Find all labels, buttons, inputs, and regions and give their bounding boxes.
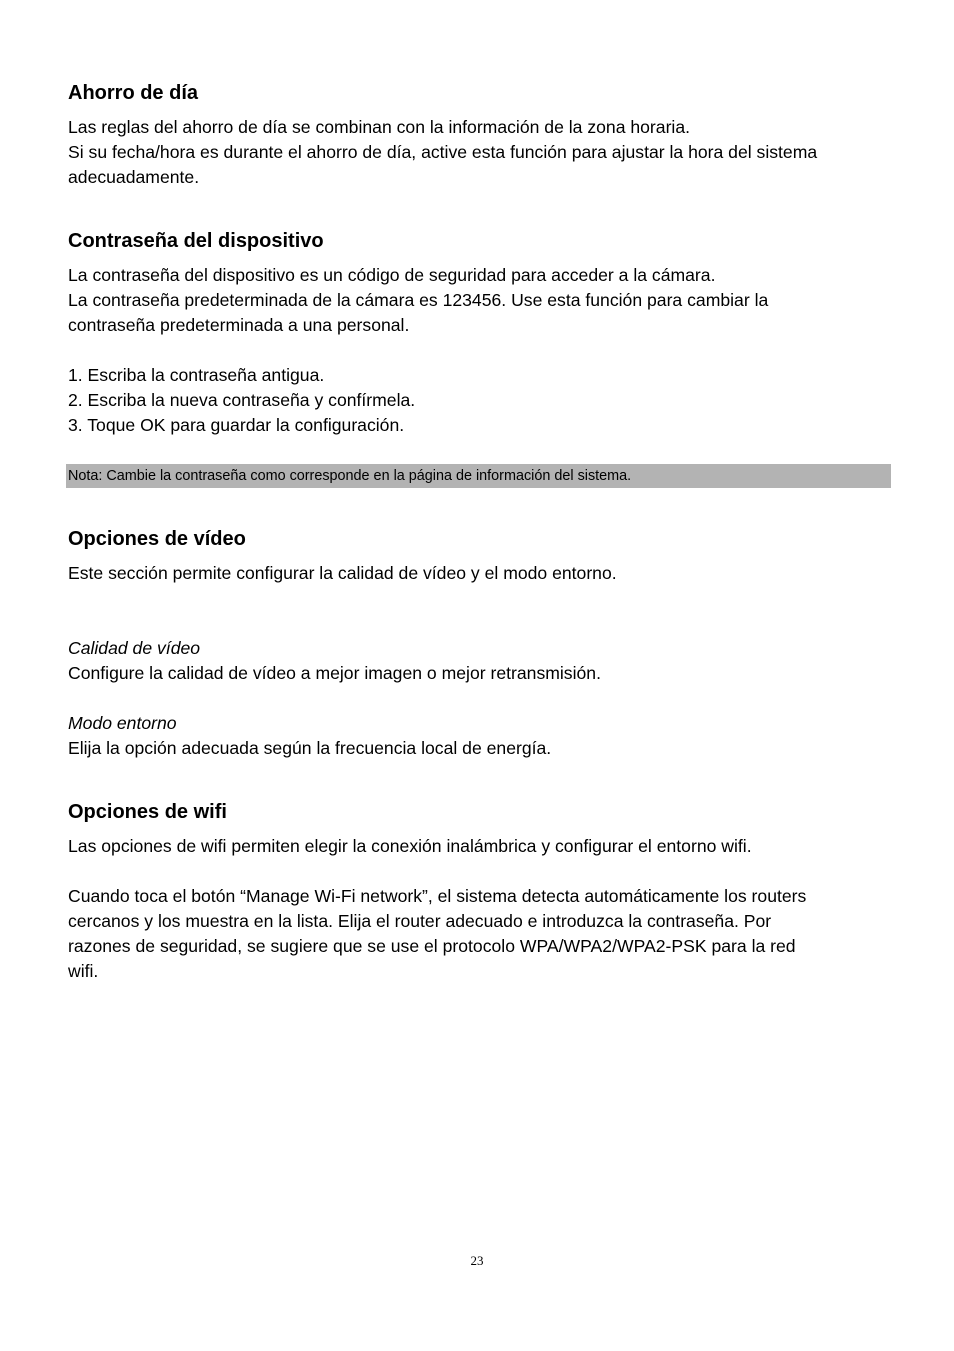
wifi-body: [68, 884, 898, 984]
list-item: 3. Toque OK para guardar la configuración.: [68, 415, 405, 435]
paragraph-line: wifi.: [68, 961, 99, 981]
section-title-daylight-saving: Ahorro de día: [68, 82, 199, 104]
section-title-wifi-options: Opciones de wifi: [68, 801, 227, 823]
daylight-saving-body: [68, 115, 898, 190]
video-quality-text: Configure la calidad de vídeo a mejor imagen o mejor retransmisión.: [68, 663, 601, 683]
paragraph-line: Cuando toca el botón “Manage Wi-Fi network”, el sistema detecta automáticamente los routers: [68, 886, 807, 906]
document-page: [68, 79, 898, 1021]
password-note-box: Nota: Cambie la contraseña como corresponde en la página de información del sistema.: [66, 464, 891, 488]
spacer: [68, 611, 898, 636]
page-number: 23: [470, 1253, 484, 1268]
section-daylight-saving: [68, 79, 898, 190]
paragraph-line: cercanos y los muestra en la lista. Elija el router adecuado e introduzca la contraseña. Por: [68, 911, 772, 931]
video-intro: Este sección permite configurar la calidad de vídeo y el modo entorno.: [68, 563, 617, 583]
device-password-body: [68, 263, 898, 338]
paragraph-line: La contraseña predeterminada de la cámara es 123456. Use esta función para cambiar la: [68, 290, 769, 310]
paragraph-line: La contraseña del dispositivo es un código de seguridad para acceder a la cámara.: [68, 265, 716, 285]
wifi-intro: Las opciones de wifi permiten elegir la conexión inalámbrica y configurar el entorno wifi.: [68, 836, 752, 856]
paragraph-line: Si su fecha/hora es durante el ahorro de día, active esta función para ajustar la hora del sistema: [68, 142, 818, 162]
spacer: [68, 338, 898, 363]
paragraph-line: razones de seguridad, se sugiere que se use el protocolo WPA/WPA2/WPA2-PSK para la red: [68, 936, 796, 956]
spacer: [68, 686, 898, 711]
password-steps-list: [68, 363, 898, 438]
spacer: [68, 586, 898, 611]
section-device-password: [68, 227, 898, 488]
paragraph-line: adecuadamente.: [68, 167, 200, 187]
list-item: 2. Escriba la nueva contraseña y confírmela.: [68, 390, 416, 410]
list-item: 1. Escriba la contraseña antigua.: [68, 365, 325, 385]
spacer: [68, 859, 898, 884]
section-wifi-options: [68, 798, 898, 984]
paragraph-line: Las reglas del ahorro de día se combinan con la información de la zona horaria.: [68, 117, 691, 137]
environment-mode-text: Elija la opción adecuada según la frecuencia local de energía.: [68, 738, 552, 758]
video-quality-label: Calidad de vídeo: [68, 638, 201, 658]
environment-mode-label: Modo entorno: [68, 713, 177, 733]
section-title-device-password: Contraseña del dispositivo: [68, 230, 324, 252]
section-video-options: [68, 525, 898, 761]
paragraph-line: contraseña predeterminada a una personal.: [68, 315, 410, 335]
section-title-video-options: Opciones de vídeo: [68, 528, 246, 550]
